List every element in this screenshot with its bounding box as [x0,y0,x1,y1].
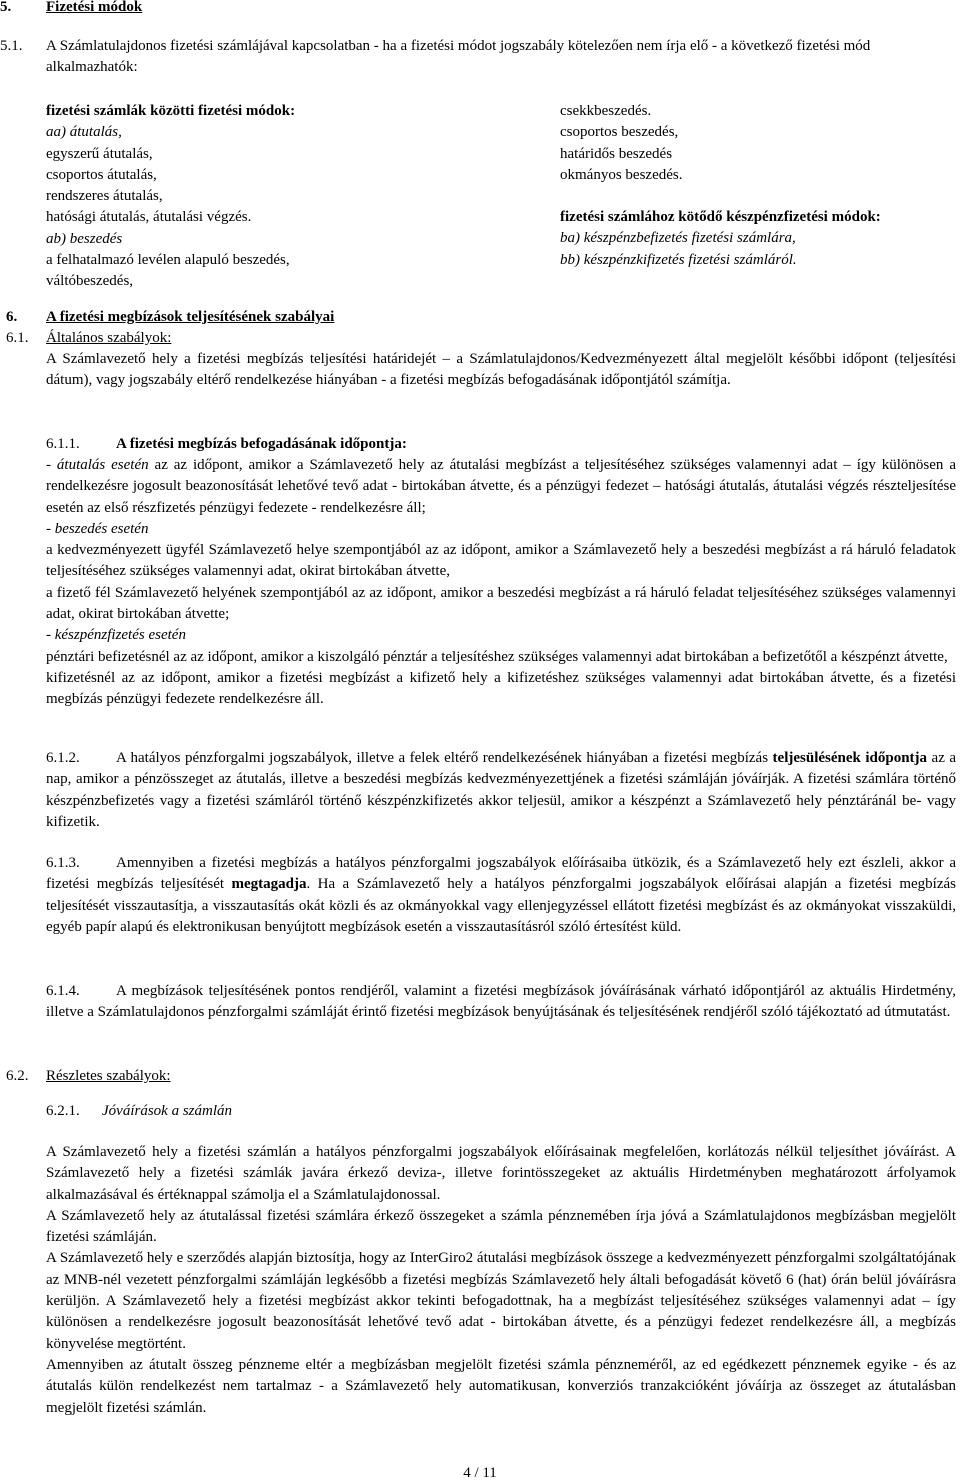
section-6-1-2-text-b: az a nap, amikor a pénzösszeget az átutalás, illetve a beszedési megbízás kedvezményezettjének a fizetési számláján jóváírják. A fizetési számlára történő készpénzbefizetés vagy a fizetési számláról történő készpénzkifizetés akkor teljesül, amikor a készpénzt a Számlavezető hely pénztáránál be- vagy kifizetik. [46,750,956,830]
cash-case-text-1: pénztári befizetésnél az az időpont, amikor a kiszolgáló pénztár a teljesítéshez szükséges valamennyi adat birtokában a befizetőtől a készpénzt átvette, [46,648,948,665]
account-payment-methods-heading: fizetési számlák közötti fizetési módok: [46,103,296,119]
collection-item: okmányos beszedés. [560,166,683,183]
cash-case-text-2: kifizetésnél az az időpont, amikor a fizetési megbízást a kifizető hely a kifizetéshez szükséges valamennyi adat birtokában átvette, és a fizetési megbízás pénzügyi fedezete rendelkezésre áll. [46,669,956,708]
section-5-number: 5. [0,0,12,15]
section-6-1-3-paragraph [46,853,956,938]
section-6-title: A fizetési megbízások teljesítésének szabályai [46,309,335,325]
collection-case-text-1: a kedvezményezett ügyfél Számlavezető helye szempontjából az az időpont, amikor a Számlavezető hely a beszedési megbízást a rá háruló feladatok teljesítéséhez szükséges valamennyi adat, okirat birtokában átvette, [46,542,956,580]
cash-deposit-label: ba) készpénzbefizetés fizetési számlára, [560,230,796,247]
section-6-1-3-bold: megtagadja [231,876,307,893]
section-6-2-number: 6.2. [6,1068,29,1084]
section-5-1-text: A Számlatulajdonos fizetési számlájával kapcsolatban - ha a fizetési módot jogszabály kötelezően nem írja elő - a következő fizetési mód alkalmazhatók: [46,38,871,76]
transfer-case-text: az az időpont, amikor a Számlavezető hely az átutalási megbízást a teljesítéséhez szükséges valamennyi adat – így különösen a rendelkezésre jogosult beazonosítását lehetővé tevő adat - birtokában átvette, és a pénzügyi fedezet – hatósági átutalás, átutalási végzés részteljesítése esetén az első részfizetés pénzügyi fedezete - rendelkezésre áll; [46,457,956,516]
section-6-2-1-heading [46,1101,232,1122]
collection-label: ab) beszedés [46,230,123,247]
page-number: 4 / 11 [463,1465,497,1481]
section-6-1-4-text: A megbízások teljesítésének pontos rendjéről, valamint a fizetési megbízások jóváírásának várható időpontjáról az aktuális Hirdetmény, illetve a Számlatulajdonos pénzforgalmi számláját érintő fizetési megbízások benyújtásának és teljesítésének rendjéről szóló tájékoztató ad útmutatást. [46,983,956,1021]
section-6-1-text: A Számlavezető hely a fizetési megbízás teljesítési határidejét – a Számlatulajdonos/Kedvezményezett által megjelölt későbbi időpont (teljesítési dátum), vagy jogszabály eltérő rendelkezése hiányában - a fizetési megbízás befogadásának időpontjától számítja. [46,351,956,389]
section-6-2-title: Részletes szabályok: [46,1068,171,1084]
section-6-1-3-text-b: . Ha a Számlavezető hely a hatályos pénzforgalmi jogszabályok előírásai alapján a fizetési megbízás teljesítését visszautasítja, a visszautasítás okát közli és az okmányokkal vagy ellenjegyzéssel ellátott fizetési megbízást és az okmányokat visszaküldi, egyéb papír alapú és elektronikusan benyújtott megbízások esetén a visszautasításról szóló értesítést küld. [46,876,956,935]
transfer-item: csoportos átutalás, [46,166,157,183]
section-6-1-2-paragraph [46,748,956,833]
section-6-1-number: 6.1. [6,330,29,346]
section-6-1-3-text-a: Amennyiben a fizetési megbízás a hatályos pénzforgalmi jogszabályok előírásaiba ütközik, és a Számlavezető hely ezt észleli, akkor a fizetési megbízás teljesítését [46,855,956,893]
collection-item: csoportos beszedés, [560,124,679,141]
credit-paragraph: A Számlavezető hely az átutalással fizetési számlára érkező összegeket a számla pénznemében írja jóvá a Számlatulajdonos megbízásban megjelölt fizetési számláján. [46,1207,956,1246]
collection-item: csekkbeszedés. [560,103,652,119]
section-6-number: 6. [6,309,18,325]
collection-item: határidős beszedés [560,145,673,162]
section-6-1-2-bold: teljesülésének időpontja [772,750,928,766]
transfer-case-label: - átutalás esetén [46,457,149,473]
credit-paragraph: A Számlavezető hely e szerződés alapján biztosítja, hogy az InterGiro2 átutalási megbízások összege a kedvezményezett pénzforgalmi szolgáltatójának az MNB-nél vezetett pénzforgalmi számláján legkésőbb a fizetési megbízás Számlavezető hely általi befogadását követő 6 (hat) órán belül jóváírásra kerüljön. A Számlavezető hely a fizetési megbízást akkor tekinti befogadottnak, ha a megbízást teljesítéséhez szükséges valamennyi adat – így különösen a rendelkezésre jogosult beazonosítását lehetővé tevő adat - birtokában átvette, és a pénzügyi fedezet rendelkezésre áll, a megbízás könyvelése megtörtént. [46,1250,956,1352]
section-6-1-3-number: 6.1.3. [46,855,80,871]
section-6-heading [6,307,335,328]
section-6-1-1-heading [46,434,407,455]
section-6-2-1-body [46,1142,956,1419]
transfer-item: hatósági átutalás, átutalási végzés. [46,209,252,226]
credit-paragraph: Amennyiben az átutalt összeg pénzneme eltér a megbízásban megjelölt fizetési számla pénzneméről, az ed egédkezett pénznemek egyike - és az átutalás külön rendelkezést nem tartalmaz - a Számlavezető hely automatikusan, konverziós tranzakcióként jóváírja az összeget az átutalásban megjelölt fizetési számlán. [46,1356,956,1416]
collection-item: a felhatalmazó levélen alapuló beszedés, [46,252,290,269]
section-5-1-number: 5.1. [0,38,23,54]
section-6-1-1-title: A fizetési megbízás befogadásának időpontja: [116,436,407,452]
section-6-1-2-text-a: A hatályos pénzforgalmi jogszabályok, illetve a felek eltérő rendelkezésének hiányában a fizetési megbízás [116,750,773,766]
section-6-1-4-number: 6.1.4. [46,983,80,999]
section-6-1-1-number: 6.1.1. [46,436,80,452]
section-6-1-title: Általános szabályok: [46,330,172,346]
section-5-1-text-wrap [46,36,956,79]
cash-withdrawal-label: bb) készpénzkifizetés fizetési számláról. [560,251,797,268]
section-6-2-heading [6,1066,171,1087]
section-5-heading [0,0,143,18]
transfer-item: rendszeres átutalás, [46,188,163,205]
cash-payment-methods-heading: fizetési számlához kötődő készpénzfizetési módok: [560,209,881,226]
section-6-1-4-paragraph [46,981,956,1024]
payment-methods-left-column [46,101,486,293]
transfer-label: aa) átutalás, [46,124,122,141]
collection-item: váltóbeszedés, [46,273,134,290]
payment-methods-right-column [560,101,956,271]
cash-case-label: - készpénzfizetés esetén [46,627,186,644]
section-6-1-2-number: 6.1.2. [46,750,80,766]
collection-case-text-2: a fizető fél Számlavezető helyének szempontjából az az időpont, amikor a beszedési megbízást a rá háruló feladat teljesítéséhez szükséges valamennyi adat, okirat birtokában átvette; [46,584,956,623]
section-6-1-1-body [46,455,956,711]
credit-paragraph: A Számlavezető hely a fizetési számlán a hatályos pénzforgalmi jogszabályok előírásainak megfelelően, korlátozás nélkül teljesíthet jóváírást. A Számlavezető hely a fizetési számlák javára érkező deviza-, illetve forintösszegeket az aktuális Hirdetményben meghatározott árfolyamok alkalmazásával és értéknappal számolja el a Számlatulajdonossal. [46,1144,956,1203]
section-6-1-heading [6,328,172,349]
transfer-item: egyszerű átutalás, [46,145,153,162]
section-6-2-1-number: 6.2.1. [46,1103,80,1119]
section-6-2-1-title: Jóváírások a számlán [102,1103,232,1119]
section-5-title: Fizetési módok [46,0,143,15]
collection-case-label: - beszedés esetén [46,520,149,537]
